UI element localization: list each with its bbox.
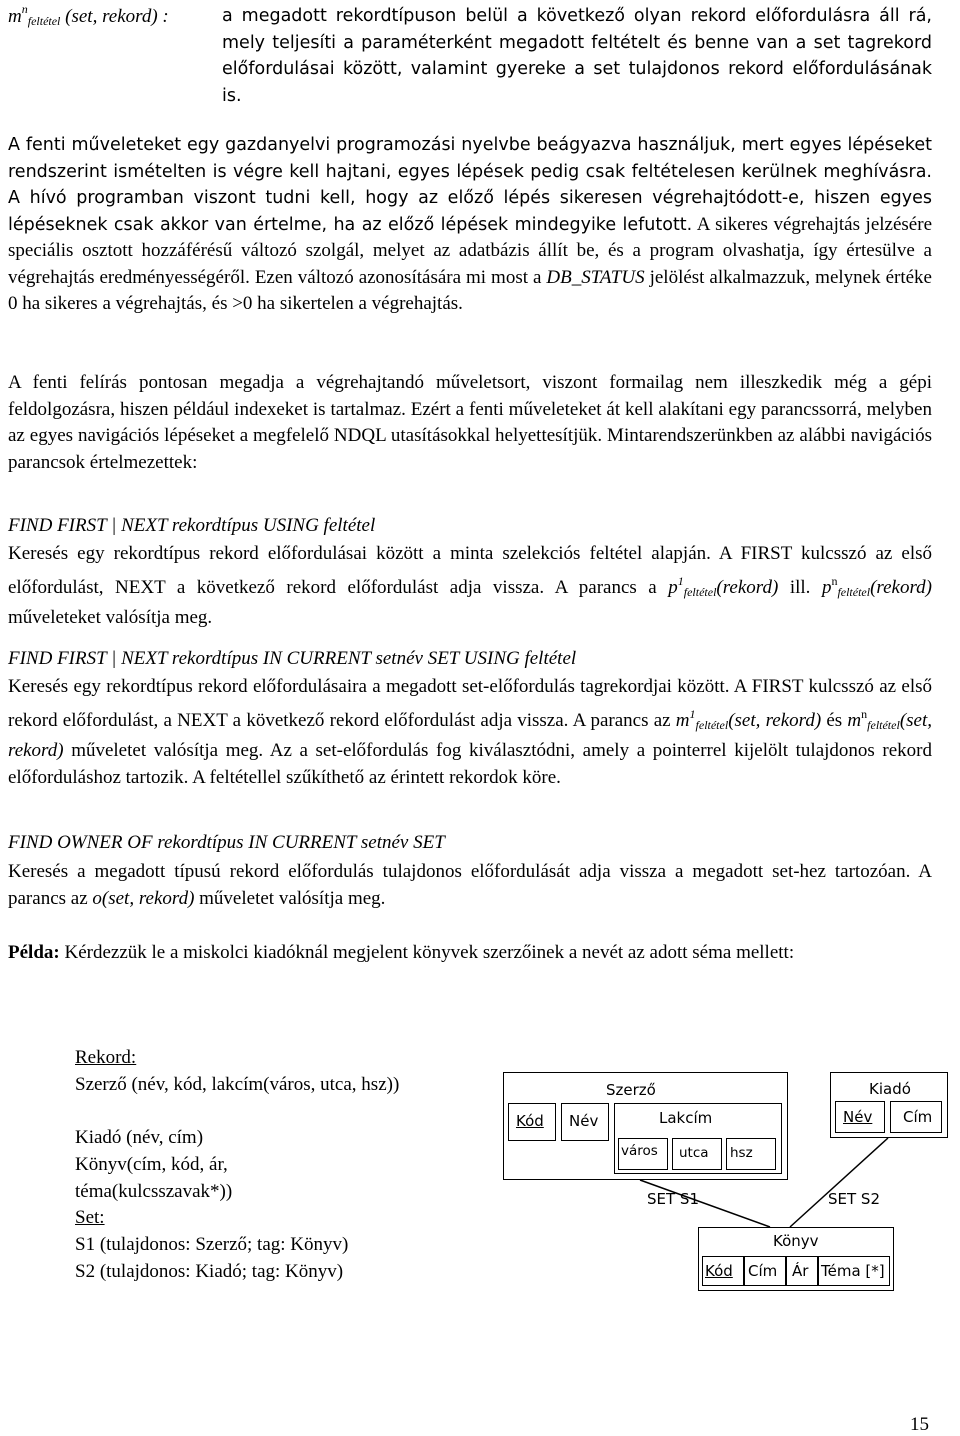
cmd2-end: műveletet valósítja meg. Az a set-előfordulás fog kiválasztódni, amely a pointerrel kijelölt tulajdonos rekord előforduláshoz tartozik. A feltétellel szűkíthető az érintett rekordok köre. <box>8 740 932 788</box>
szerzo-kod: Kód <box>516 1112 544 1130</box>
example-label: Példa: <box>8 942 60 963</box>
page-number: 15 <box>910 1414 929 1435</box>
cmd1-text-a: Keresés egy rekordtípus rekord előfordulásai között a minta szelekciós feltétel alapján. A FIRST kulcsszó az első előfordulást, NEXT a következő rekord előfordulást adja vissza. A parancs a <box>8 543 932 598</box>
def-label-sub: feltétel <box>27 14 61 28</box>
db-status-var: DB_STATUS <box>546 266 645 288</box>
set-s1-label: SET S1 <box>647 1190 699 1208</box>
konyv-title: Könyv <box>773 1232 819 1250</box>
record-kiado: Kiadó (név, cím) <box>75 1127 204 1148</box>
szerzo-title: Szerző <box>606 1081 656 1099</box>
cmd2-mn-sup: n <box>861 706 868 721</box>
cmd1-arg2: (rekord) <box>870 576 932 598</box>
def-text: a megadott rekordtípuson belül a következő olyan rekord előfordulásra áll rá, mely teljesíti a paraméterként megadott feltételt és benne van a set tagrekord előfordulásai között, valamint gyereke a set tulajdonos rekord előfordulásának is. <box>222 6 932 106</box>
konyv-ar: Ár <box>792 1262 809 1280</box>
cmd1-p1: p <box>668 576 678 598</box>
cmd1-heading: FIND FIRST | NEXT rekordtípus USING feltétel <box>8 515 376 536</box>
cmd3-text-a: Keresés a megadott típusú rekord előfordulás tulajdonos előfordulását adja vissza a megadott set-hez tartozóan. A parancs az <box>8 861 932 909</box>
lakcim-label: Lakcím <box>659 1109 713 1127</box>
cmd1-p1-sub: feltétel <box>683 584 717 599</box>
cmd2-mn: m <box>847 709 862 731</box>
konyv-cim: Cím <box>748 1262 778 1280</box>
kiado-nev: Név <box>843 1108 873 1126</box>
cmd1-end: műveleteket valósítja meg. <box>8 607 213 628</box>
hsz-label: hsz <box>730 1145 753 1161</box>
cmd1-pn: p <box>821 576 832 598</box>
records-title: Rekord: <box>75 1047 137 1068</box>
cmd2-heading: FIND FIRST | NEXT rekordtípus IN CURRENT setnév SET USING feltétel <box>8 648 577 669</box>
konyv-tema: Téma [*] <box>821 1262 885 1280</box>
set-s2: S2 (tulajdonos: Kiadó; tag: Könyv) <box>75 1261 344 1282</box>
utca-label: utca <box>679 1145 709 1161</box>
def-label-args: (set, rekord) : <box>60 6 169 27</box>
kiado-title: Kiadó <box>869 1080 911 1098</box>
cmd3-op: o(set, rekord) <box>92 887 195 909</box>
cmd2-m1-sub: feltétel <box>695 717 729 732</box>
cmd1-pn-sub: feltétel <box>837 584 871 599</box>
set-s2-label: SET S2 <box>828 1190 880 1208</box>
def-label-sup: n <box>21 2 28 16</box>
example-body: Kérdezzük le a miskolci kiadóknál megjelent könyvek szerzőinek a nevét az adott séma mellett: <box>59 942 795 963</box>
cmd2-mn-sub: feltétel <box>867 717 900 732</box>
cmd3-end: műveletet valósítja meg. <box>194 887 386 909</box>
cmd2-m1-sup: 1 <box>689 706 696 721</box>
cmd1-p1-sup: 1 <box>677 573 684 588</box>
paragraph-status-b: A sikeres végrehajtás jelzésére speciális osztott hozzáférésű változó szolgál, melyet az adatbázis állít be, és a program olvashatja, így értesülve a végrehajtás eredményességéről. Ezen változó azonosítására mi most a <box>8 213 933 288</box>
record-szerzo: Szerző (név, kód, lakcím(város, utca, hsz)) <box>75 1074 400 1095</box>
szerzo-nev: Név <box>569 1112 599 1130</box>
cmd1-mid: ill. <box>778 576 822 598</box>
cmd2-arg1: (set, rekord) <box>728 709 822 731</box>
paragraph-ndql: A fenti felírás pontosan megadja a végrehajtandó műveletsort, viszont formailag nem illeszkedik még a gépi feldolgozásra, hiszen például indexeket is tartalmaz. Ezért a fenti műveleteket át kell alakítani egy parancssorrá, melyben az egyes navigációs lépéseket a megfelelő NDQL utasításokkal helyettesítjük. Mintarendszerünkben az alábbi navigációs parancsok értelmezettek: <box>8 372 932 473</box>
konyv-kod: Kód <box>705 1262 733 1280</box>
varos-label: város <box>621 1143 658 1159</box>
set-s2-line <box>790 1138 888 1227</box>
kiado-cim: Cím <box>903 1108 933 1126</box>
cmd2-mid: és <box>821 709 848 731</box>
cmd3-heading: FIND OWNER OF rekordtípus IN CURRENT setnév SET <box>8 832 445 853</box>
paragraph-status-c: jelölést alkalmazzuk, melynek értéke 0 ha sikeres a végrehajtás, és >0 ha sikertelen a végrehajtás. <box>8 266 932 314</box>
cmd1-arg1: (rekord) <box>716 576 779 598</box>
cmd2-text-a: Keresés egy rekordtípus rekord előfordulásaira a megadott set-előfordulás tagrekordjai között. A FIRST kulcsszó az első rekord előfordulást, a NEXT a következő rekord előfordulást adja vissza. A parancs az <box>8 676 932 731</box>
set-title: Set: <box>75 1207 105 1228</box>
cmd2-m1: m <box>675 709 690 731</box>
paragraph-status-a: A fenti műveleteket egy gazdanyelvi programozási nyelvbe beágyazva használjuk, mert egyes lépéseket rendszerint ismételten is végre kell hajtani, egyes lépések pedig csak feltételesen kerülnek meghívásra. A hívó programban viszont tudni kell, hogy az előző lépés sikeresen végrehajtódott-e, hiszen egyes lépéseknek csak akkor van értelme, ha az előző lépések mindegyike lefutott. <box>8 135 932 235</box>
cmd2-arg2: (set, rekord) <box>8 709 932 761</box>
set-s1: S1 (tulajdonos: Szerző; tag: Könyv) <box>75 1234 349 1255</box>
record-konyv: Könyv(cím, kód, ár, téma(kulcsszavak*)) <box>75 1154 233 1202</box>
def-label-m: m <box>8 6 22 27</box>
cmd1-pn-sup: n <box>831 573 838 588</box>
